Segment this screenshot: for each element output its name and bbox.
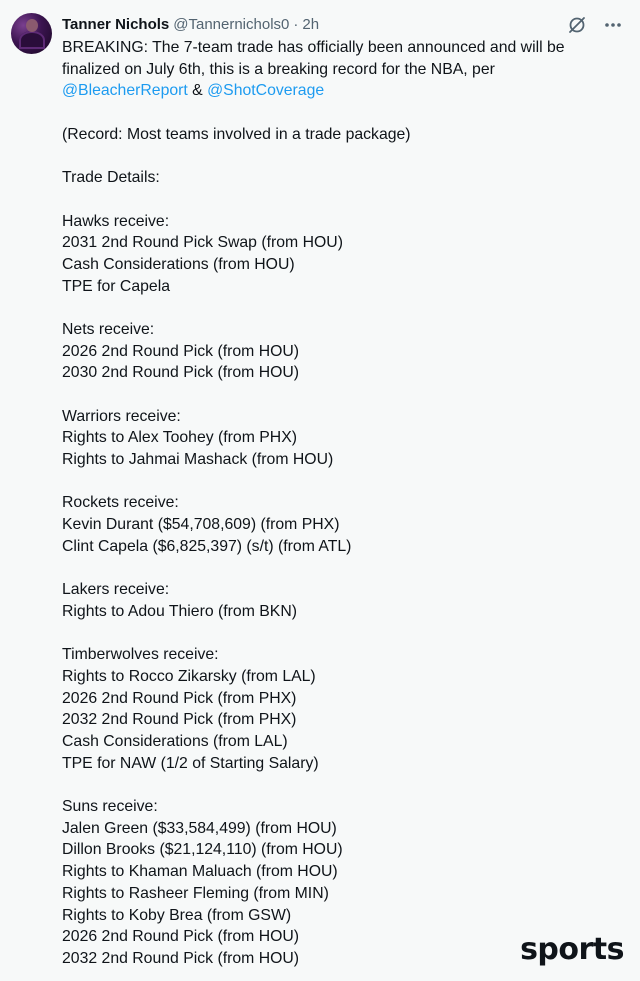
blank-line <box>62 189 622 211</box>
trade-item: 2026 2nd Round Pick (from HOU) <box>62 342 300 360</box>
author-handle[interactable]: @Tannernichols0 <box>173 15 290 33</box>
blank-line <box>62 774 622 796</box>
blank-line <box>62 384 622 406</box>
trade-item: Rights to Jahmai Mashack (from HOU) <box>62 451 334 469</box>
avatar[interactable] <box>11 13 52 54</box>
trade-item: TPE for NAW (1/2 of Starting Salary) <box>62 754 319 772</box>
details-heading: Trade Details: <box>62 169 160 187</box>
trade-item: 2026 2nd Round Pick (from PHX) <box>62 689 297 707</box>
section-heading: Nets receive: <box>62 320 155 338</box>
trade-item: 2032 2nd Round Pick (from PHX) <box>62 711 297 729</box>
author-name[interactable]: Tanner Nichols <box>62 15 170 33</box>
tweet-line <box>62 80 622 102</box>
trade-item: Rights to Khaman Maluach (from HOU) <box>62 863 338 881</box>
trade-item: Rights to Rocco Zikarsky (from LAL) <box>62 667 316 685</box>
tweet-actions <box>566 14 624 36</box>
section-heading: Suns receive: <box>62 798 158 816</box>
separator: · <box>293 15 299 33</box>
trade-item: 2031 2nd Round Pick Swap (from HOU) <box>62 234 343 252</box>
trade-item: Jalen Green ($33,584,499) (from HOU) <box>62 819 337 837</box>
trade-item: Rights to Koby Brea (from GSW) <box>62 906 292 924</box>
trade-item: Kevin Durant ($54,708,609) (from PHX) <box>62 516 340 534</box>
blank-line <box>62 623 622 645</box>
section-heading: Timberwolves receive: <box>62 646 219 664</box>
tweet-body <box>62 37 622 970</box>
mention-bleacher-report[interactable]: @BleacherReport <box>62 82 188 100</box>
blank-line <box>62 297 622 319</box>
mention-shot-coverage[interactable]: @ShotCoverage <box>207 82 325 100</box>
blank-line <box>62 145 622 167</box>
trade-item: Cash Considerations (from LAL) <box>62 733 288 750</box>
timestamp[interactable]: 2h <box>302 15 320 33</box>
trade-item: 2026 2nd Round Pick (from HOU) <box>62 928 300 946</box>
ampersand: & <box>187 82 208 100</box>
blank-line <box>62 558 622 580</box>
blank-line <box>62 102 622 124</box>
tweet-header <box>62 14 319 34</box>
trade-item: Rights to Adou Thiero (from BKN) <box>62 602 298 620</box>
section-heading: Hawks receive: <box>62 212 170 230</box>
trade-item: Dillon Brooks ($21,124,110) (from HOU) <box>62 841 343 859</box>
tweet-line: finalized on July 6th, this is a breaking record for the NBA, per <box>62 60 495 78</box>
trade-item: 2030 2nd Round Pick (from HOU) <box>62 364 300 382</box>
record-note: (Record: Most teams involved in a trade package) <box>62 125 411 143</box>
trade-sections <box>62 189 622 970</box>
trade-item: 2032 2nd Round Pick (from HOU) <box>62 949 300 967</box>
blank-line <box>62 471 622 493</box>
trade-item: Cash Considerations (from HOU) <box>62 255 295 273</box>
section-heading: Lakers receive: <box>62 581 170 599</box>
trade-item: Rights to Alex Toohey (from PHX) <box>62 429 298 447</box>
more-icon[interactable] <box>602 14 624 36</box>
trade-item: Rights to Rasheer Fleming (from MIN) <box>62 884 329 902</box>
sports-watermark: sports <box>520 932 624 967</box>
grok-icon[interactable] <box>566 14 588 36</box>
trade-item: TPE for Capela <box>62 277 170 295</box>
section-heading: Rockets receive: <box>62 494 179 512</box>
tweet-line: BREAKING: The 7-team trade has officially been announced and will be <box>62 39 565 56</box>
trade-item: Clint Capela ($6,825,397) (s/t) (from ATL) <box>62 537 352 555</box>
section-heading: Warriors receive: <box>62 407 181 425</box>
